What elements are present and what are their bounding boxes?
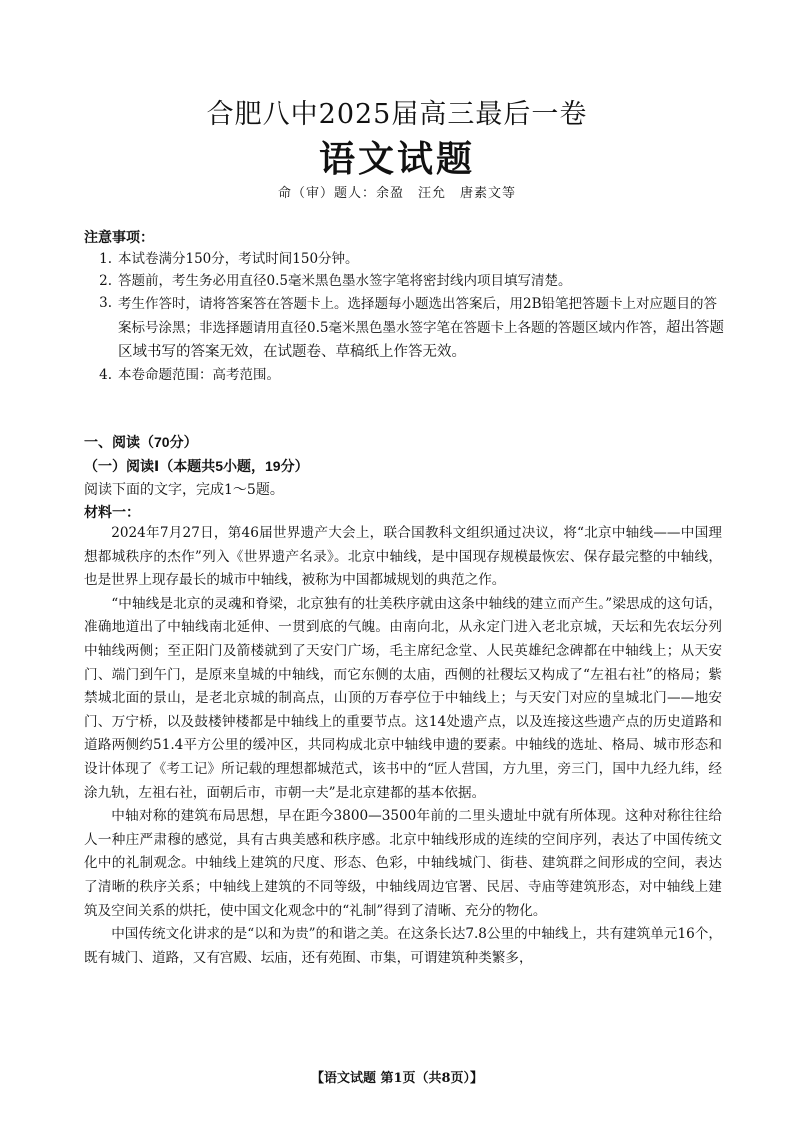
notice-item xyxy=(84,248,724,270)
notice-item-text: 答题前，考生务必用直径0.5毫米黑色墨水签字笔将密封线内项目填写清楚。 xyxy=(118,273,572,289)
notice-item-number: 4. xyxy=(99,367,112,383)
material-label: 材料一： xyxy=(84,504,140,520)
reading-instruction: 阅读下面的文字，完成1～5题。 xyxy=(84,482,284,498)
passage-paragraph: 中轴对称的建筑布局思想，早在距今3800—3500年前的二里头遗址中就有所体现。这种对称往往给人一种庄严肃穆的感觉，具有古典美感和秩序感。北京中轴线形成的连续的空间序列，表达了中国传统文化中的礼制观念。中轴线上建筑的尺度、形态、色彩，中轴线城门、街巷、建筑群之间形成的空间，表达了清晰的秩序关系；中轴线上建筑的不同等级，中轴线周边官署、民居、寺庙等建筑形态，对中轴线上建筑及空间关系的烘托，使中国文化观念中的“礼制”得到了清晰、充分的物化。 xyxy=(84,808,722,919)
notice-item-number: 2. xyxy=(99,273,112,289)
notice-heading: 注意事项： xyxy=(84,229,154,245)
school-exam-title: 合肥八中2025届高三最后一卷 xyxy=(206,99,588,130)
passage-paragraph: 中国传统文化讲求的是“以和为贵”的和谐之美。在这条长达7.8公里的中轴线上，共有建筑单元16个，既有城门、道路，又有宫殿、坛庙，还有苑囿、市集，可谓建筑种类繁多， xyxy=(84,926,722,966)
notice-item-number: 3. xyxy=(99,295,112,311)
passage-paragraph: “中轴线是北京的灵魂和脊梁，北京独有的壮美秩序就由这条中轴线的建立而产生。”梁思成的这句话，准确地道出了中轴线南北延伸、一贯到底的气魄。由南向北，从永定门进入老北京城，天坛和先农坛分列中轴线两侧；至正阳门及箭楼就到了天安门广场，毛主席纪念堂、人民英雄纪念碑都在中轴线上；从天安门、端门到午门，是原来皇城的中轴线，而它东侧的太庙，西侧的社稷坛又构成了“左祖右社”的格局；紫禁城北面的景山，是老北京城的制高点，山顶的万春亭位于中轴线上；与天安门对应的皇城北门——地安门、万宁桥，以及鼓楼钟楼都是中轴线上的重要节点。这14处遗产点，以及连接这些遗产点的历史道路和道路两侧约51.4平方公里的缓冲区，共同构成北京中轴线申遗的要素。中轴线的选址、格局、城市形态和设计体现了《考工记》所记载的理想都城范式，该书中的“匠人营国，方九里，旁三门，国中九经九纬，经涂九轨，左祖右社，面朝后市，市朝一夫”是北京建都的基本依据。 xyxy=(84,595,722,801)
passage-body xyxy=(84,522,722,970)
notice-item xyxy=(84,364,724,386)
notice-item xyxy=(84,292,724,364)
subject-title: 语文试题 xyxy=(318,138,475,180)
notice-block xyxy=(84,226,724,386)
part-heading: 一、阅读（70分） xyxy=(84,434,198,450)
notice-list xyxy=(84,248,724,386)
notice-item xyxy=(84,270,724,292)
notice-item-text-wrapper xyxy=(118,292,724,364)
passage-paragraph: 2024年7月27日，第46届世界遗产大会上，联合国教科文组织通过决议，将“北京中轴线——中国理想都城秩序的杰作”列入《世界遗产名录》。北京中轴线，是中国现存规模最恢宏、保存最完整的中轴线，也是世界上现存最长的城市中轴线，被称为中国都城规划的典范之作。 xyxy=(84,525,722,589)
notice-item-text: 考生作答时，请将答案答在答题卡上。选择题每小题选出答案后，用2B铅笔把答题卡上对应题目的答案标号涂黑；非选择题请用直径0.5毫米黑色墨水签字笔在答题卡上各题的答题区域内作答， xyxy=(118,296,718,336)
notice-item-number: 1. xyxy=(99,251,112,267)
notice-item-text: 本试卷满分150分，考试时间150分钟。 xyxy=(118,251,359,267)
notice-item-emphasis: 超出答题区域书写的答案无效，在试题卷、草稿纸上作答无效。 xyxy=(118,320,724,360)
notice-item-text: 本卷命题范围：高考范围。 xyxy=(118,367,280,383)
page-footer: 【语文试题 第1页（共8页）】 xyxy=(310,1071,484,1086)
authors-line: 命（审）题人：余盈 汪允 唐素文等 xyxy=(277,186,516,201)
subsection-heading: （一）阅读Ⅰ（本题共5小题，19分） xyxy=(84,458,309,474)
